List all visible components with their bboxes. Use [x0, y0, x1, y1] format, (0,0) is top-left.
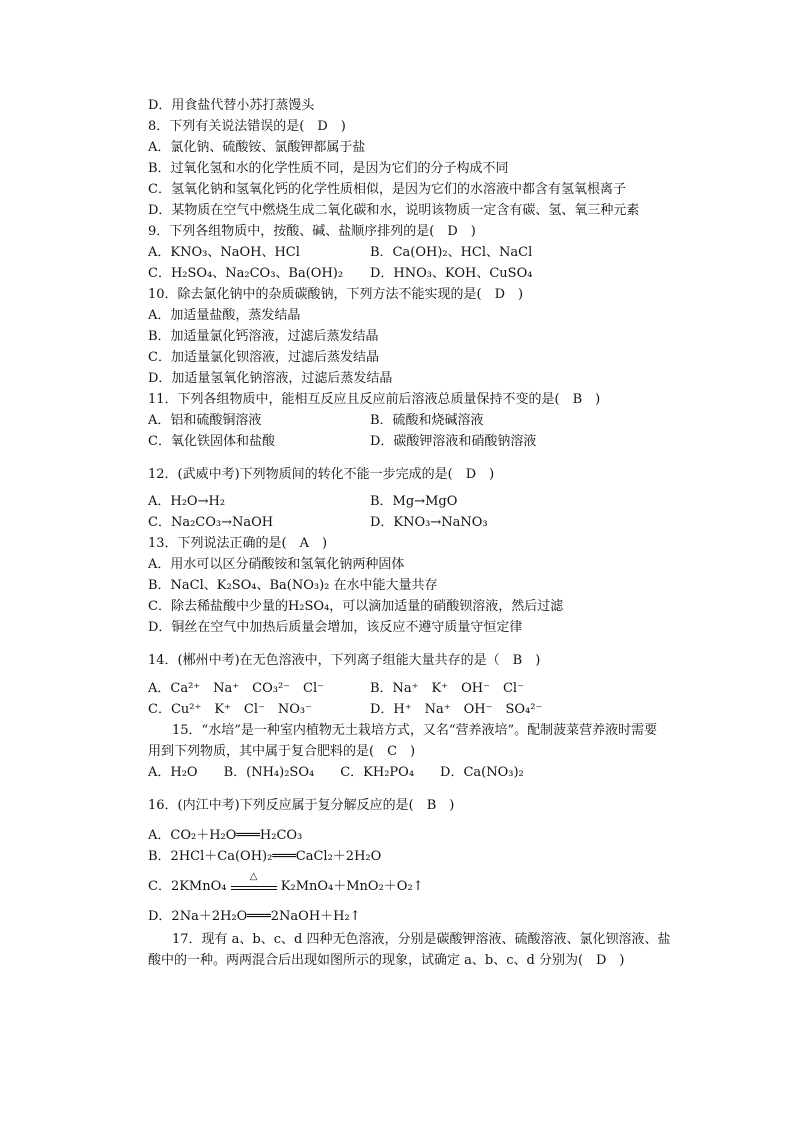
q9-stem: 9．下列各组物质中，按酸、碱、盐顺序排列的是( D ) — [148, 224, 476, 239]
q12-option-a: A．H₂O→H₂ — [148, 494, 226, 509]
q9-option-b: B．Ca(OH)₂、HCl、NaCl — [370, 245, 533, 260]
q12-option-b: B．Mg→MgO — [370, 494, 458, 509]
q8-option-d: D．某物质在空气中燃烧生成二氧化碳和水，说明该物质一定含有碳、氢、氧三种元素 — [148, 203, 640, 218]
q8-option-a: A．氯化钠、硫酸铵、氯酸钾都属于盐 — [148, 140, 366, 155]
q13-option-b: B．NaCl、K₂SO₄、Ba(NO₃)₂ 在水中能大量共存 — [148, 578, 438, 593]
q12-stem: 12．(武威中考)下列物质间的转化不能一步完成的是( D ) — [148, 467, 495, 482]
q8-option-c: C．氢氧化钠和氢氧化钙的化学性质相似，是因为它们的水溶液中都含有氢氧根离子 — [148, 182, 626, 197]
q17-stem-cont: 酸中的一种。两两混合后出现如图所示的现象，试确定 a、b、c、d 分别为( D ) — [148, 953, 625, 968]
heat-triangle-icon: △ — [249, 871, 258, 882]
q12-option-d: D．KNO₃→NaNO₃ — [370, 515, 488, 530]
q13-option-a: A．用水可以区分硝酸铵和氢氧化钠两种固体 — [148, 557, 405, 572]
q10-option-a: A．加适量盐酸，蒸发结晶 — [148, 308, 301, 323]
q7-option-d: D．用食盐代替小苏打蒸馒头 — [148, 98, 315, 113]
q9-option-d: D．HNO₃、KOH、CuSO₄ — [370, 266, 533, 281]
q8-option-b: B．过氧化氢和水的化学性质不同，是因为它们的分子构成不同 — [148, 161, 509, 176]
q17-stem: 17．现有 a、b、c、d 四种无色溶液，分别是碳酸钾溶液、硫酸溶液、氯化钡溶液、盐 — [172, 932, 671, 947]
q11-option-a: A．铝和硫酸铜溶液 — [148, 413, 262, 428]
q9-option-c: C．H₂SO₄、Na₂CO₃、Ba(OH)₂ — [148, 266, 344, 281]
q10-option-b: B．加适量氯化钙溶液，过滤后蒸发结晶 — [148, 329, 379, 344]
heat-equals-sign — [231, 871, 277, 890]
q10-option-d: D．加适量氢氧化钠溶液，过滤后蒸发结晶 — [148, 371, 393, 386]
q16c-products: K₂MnO₄＋MnO₂＋O₂↑ — [280, 879, 424, 894]
q10-stem: 10．除去氯化钠中的杂质碳酸钠，下列方法不能实现的是( D ) — [148, 287, 524, 302]
q16-stem: 16．(内江中考)下列反应属于复分解反应的是( B ) — [148, 798, 455, 813]
q14-stem: 14．(郴州中考)在无色溶液中，下列离子组能大量共存的是（ B ) — [148, 653, 541, 668]
q13-option-c: C．除去稀盐酸中少量的H₂SO₄，可以滴加适量的硝酸钡溶液，然后过滤 — [148, 599, 564, 614]
q15-stem-cont: 用到下列物质，其中属于复合肥料的是( C ) — [148, 744, 416, 759]
q11-stem: 11．下列各组物质中，能相互反应且反应前后溶液总质量保持不变的是( B ) — [148, 392, 601, 407]
q8-stem: 8．下列有关说法错误的是( D ) — [148, 119, 346, 134]
q10-option-c: C．加适量氯化钡溶液，过滤后蒸发结晶 — [148, 350, 379, 365]
q14-option-d: D．H⁺ Na⁺ OH⁻ SO₄²⁻ — [370, 702, 543, 717]
q16c-reactant: C．2KMnO₄ — [148, 879, 227, 894]
q14-option-a: A．Ca²⁺ Na⁺ CO₃²⁻ Cl⁻ — [148, 681, 325, 696]
q13-stem: 13．下列说法正确的是( A ) — [148, 536, 328, 551]
q16-option-b: B．2HCl＋Ca(OH)₂═══CaCl₂＋2H₂O — [148, 849, 382, 864]
q11-option-c: C．氧化铁固体和盐酸 — [148, 434, 275, 449]
q13-option-d: D．铜丝在空气中加热后质量会增加，该反应不遵守质量守恒定律 — [148, 620, 523, 635]
q9-option-a: A．KNO₃、NaOH、HCl — [148, 245, 300, 260]
q11-option-b: B．硫酸和烧碱溶液 — [370, 413, 484, 428]
q16-option-c — [148, 871, 424, 896]
q11-option-d: D．碳酸钾溶液和硝酸钠溶液 — [370, 434, 537, 449]
q12-option-c: C．Na₂CO₃→NaOH — [148, 515, 274, 530]
q14-option-b: B．Na⁺ K⁺ OH⁻ Cl⁻ — [370, 681, 524, 696]
q14-option-c: C．Cu²⁺ K⁺ Cl⁻ NO₃⁻ — [148, 702, 312, 717]
q15-stem: 15．“水培”是一种室内植物无土栽培方式，又名“营养液培”。配制菠菜营养液时需要 — [172, 723, 658, 738]
q16-option-a: A．CO₂＋H₂O═══H₂CO₃ — [148, 828, 303, 843]
q16-option-d: D．2Na＋2H₂O═══2NaOH＋H₂↑ — [148, 909, 361, 924]
q15-options: A．H₂O B．(NH₄)₂SO₄ C．KH₂PO₄ D．Ca(NO₃)₂ — [148, 765, 524, 780]
